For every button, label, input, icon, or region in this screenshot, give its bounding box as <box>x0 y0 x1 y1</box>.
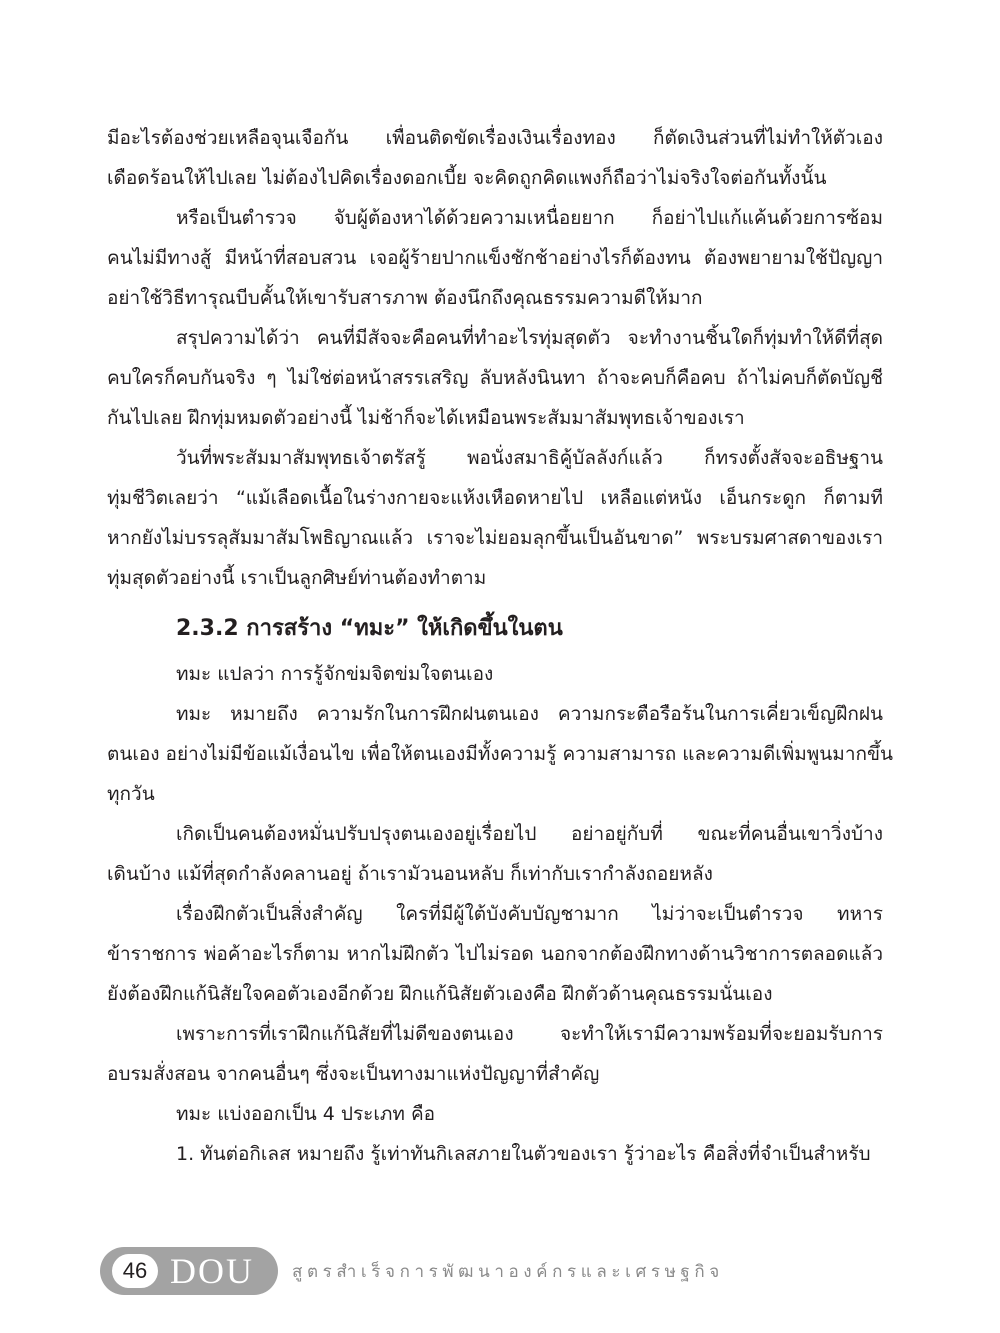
text-line: ยังต้องฝึกแก้นิสัยใจคอตัวเองอีกด้วย ฝึกแก้นิสัยตัวเองคือ ฝึกตัวด้านคุณธรรมนั่นเอง <box>107 983 773 1005</box>
text-line: คบใครก็คบกันจริง ๆ ไม่ใช่ต่อหน้าสรรเสริญ ลับหลังนินทา ถ้าจะคบก็คือคบ ถ้าไม่คบก็ตัดบัญชี <box>107 367 883 389</box>
text-line: เดือดร้อนให้ไปเลย ไม่ต้องไปคิดเรื่องดอกเบี้ย จะคิดถูกคิดแพงก็ถือว่าไม่จริงใจต่อกันทั้งนั้น <box>107 167 827 189</box>
footer-badge <box>100 1247 278 1295</box>
types-intro: ทมะ แบ่งออกเป็น 4 ประเภท คือ <box>176 1103 436 1125</box>
paragraph-4 <box>107 438 883 598</box>
page-body <box>107 118 893 1174</box>
text-line: ตนเอง อย่างไม่มีข้อแม้เงื่อนไข เพื่อให้ตนเองมีทั้งความรู้ ความสามารถ และความดีเพิ่มพูนมากขึ้น <box>107 743 893 765</box>
text-line: ทุ่มสุดตัวอย่างนี้ เราเป็นลูกศิษย์ท่านต้องทำตาม <box>107 567 487 589</box>
page-number: 46 <box>112 1254 158 1288</box>
text-line: อบรมสั่งสอน จากคนอื่นๆ ซึ่งจะเป็นทางมาแห่งปัญญาที่สำคัญ <box>107 1063 600 1085</box>
text-line: มีอะไรต้องช่วยเหลือจุนเจือกัน เพื่อนติดขัดเรื่องเงินเรื่องทอง ก็ตัดเงินส่วนที่ไม่ทำให้ตัวเอง <box>107 127 883 149</box>
book-title: สูตรสำเร็จการพัฒนาองค์กรและเศรษฐกิจ <box>292 1261 724 1282</box>
list-item-1: 1. ทันต่อกิเลส หมายถึง รู้เท่าทันกิเลสภายในตัวของเรา รู้ว่าอะไร คือสิ่งที่จำเป็นสำหรับ <box>176 1143 871 1165</box>
text-line: ข้าราชการ พ่อค้าอะไรก็ตาม หากไม่ฝึกตัว ไปไม่รอด นอกจากต้องฝึกทางด้านวิชาการตลอดแล้ว <box>107 943 883 965</box>
page-footer <box>100 1247 724 1295</box>
text-line: อย่าใช้วิธีทารุณบีบคั้นให้เขารับสารภาพ ต้องนึกถึงคุณธรรมความดีให้มาก <box>107 287 703 309</box>
paragraph-3 <box>107 318 883 438</box>
text-line: คนไม่มีทางสู้ มีหน้าที่สอบสวน เจอผู้ร้ายปากแข็งชักช้าอย่างไรก็ต้องทน ต้องพยายามใช้ปัญญา <box>107 247 883 269</box>
text-line: หากยังไม่บรรลุสัมมาสัมโพธิญาณแล้ว เราจะไม่ยอมลุกขึ้นเป็นอันขาด” พระบรมศาสดาของเรา <box>107 527 883 549</box>
definition-line: ทมะ แปลว่า การรู้จักข่มจิตข่มใจตนเอง <box>176 663 494 685</box>
paragraph-6 <box>107 814 883 894</box>
paragraph-8 <box>107 1014 883 1094</box>
paragraph-5 <box>107 694 893 814</box>
paragraph-7 <box>107 894 883 1014</box>
section-heading: 2.3.2 การสร้าง “ทมะ” ให้เกิดขึ้นในตน <box>176 616 563 641</box>
text-line: เพราะการที่เราฝึกแก้นิสัยที่ไม่ดีของตนเอง จะทำให้เรามีความพร้อมที่จะยอมรับการ <box>176 1023 883 1045</box>
text-line: สรุปความได้ว่า คนที่มีสัจจะคือคนที่ทำอะไรทุ่มสุดตัว จะทำงานชิ้นใดก็ทุ่มทำให้ดีที่สุด <box>176 327 883 349</box>
dou-logo: DOU <box>170 1251 254 1291</box>
paragraph-2 <box>107 198 883 318</box>
text-line: เดินบ้าง แม้ที่สุดกำลังคลานอยู่ ถ้าเรามัวนอนหลับ ก็เท่ากับเรากำลังถอยหลัง <box>107 863 713 885</box>
text-line: วันที่พระสัมมาสัมพุทธเจ้าตรัสรู้ พอนั่งสมาธิคู้บัลลังก์แล้ว ก็ทรงตั้งสัจจะอธิษฐาน <box>176 447 883 469</box>
text-line: ทุ่มชีวิตเลยว่า “แม้เลือดเนื้อในร่างกายจะแห้งเหือดหายไป เหลือแต่หนัง เอ็นกระดูก ก็ตามที <box>107 487 883 509</box>
text-line: เรื่องฝึกตัวเป็นสิ่งสำคัญ ใครที่มีผู้ใต้บังคับบัญชามาก ไม่ว่าจะเป็นตำรวจ ทหาร <box>176 903 883 925</box>
text-line: เกิดเป็นคนต้องหมั่นปรับปรุงตนเองอยู่เรื่อยไป อย่าอยู่กับที่ ขณะที่คนอื่นเขาวิ่งบ้าง <box>176 823 883 845</box>
text-line: กันไปเลย ฝึกทุ่มหมดตัวอย่างนี้ ไม่ช้าก็จะได้เหมือนพระสัมมาสัมพุทธเจ้าของเรา <box>107 407 745 429</box>
text-line: หรือเป็นตำรวจ จับผู้ต้องหาได้ด้วยความเหนื่อยยาก ก็อย่าไปแก้แค้นด้วยการซ้อม <box>176 207 883 229</box>
text-line: ทมะ หมายถึง ความรักในการฝึกฝนตนเอง ความกระตือรือร้นในการเคี่ยวเข็ญฝึกฝน <box>176 703 883 725</box>
text-line: ทุกวัน <box>107 783 155 805</box>
paragraph-1 <box>107 118 883 198</box>
